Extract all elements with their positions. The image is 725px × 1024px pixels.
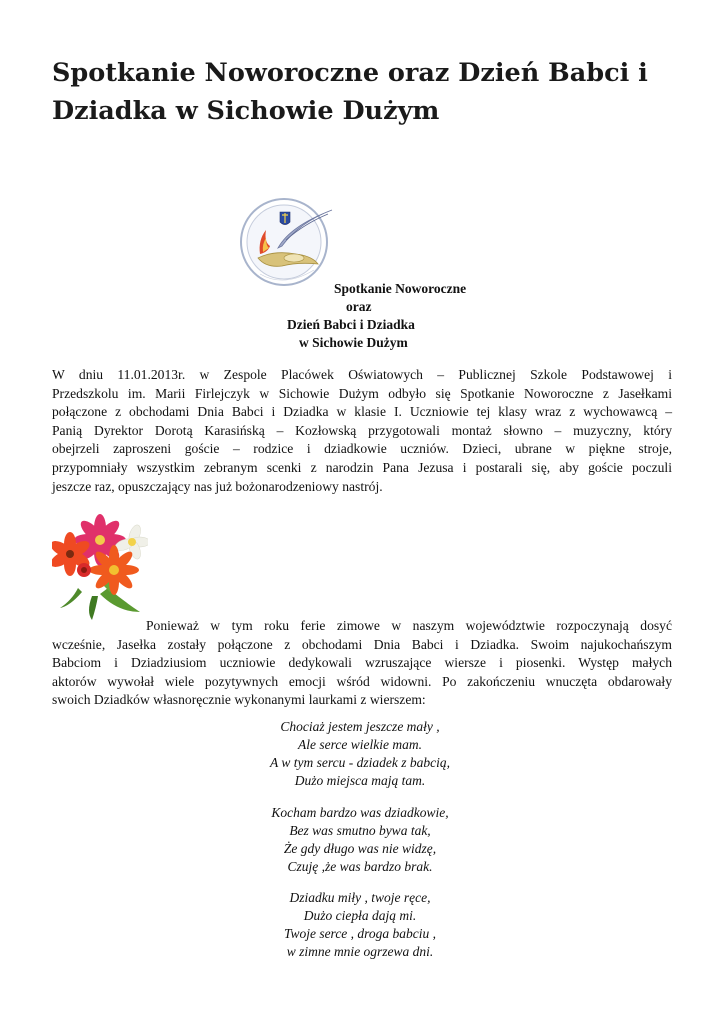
paragraph-line: W dniu 11.01.2013r. w Zespole Placówek Oświatowych – Publicznej Szkole Podstawowej i [52,367,672,382]
subheading-line: Dzień Babci i Dziadka [287,317,415,332]
poem-line: Twoje serce , droga babciu , [283,926,437,941]
poem-line: Dziadku miły , twoje ręce, [289,890,431,905]
paragraph-line: swoich Dziadków własnoręcznie wykonanymi laurkami z wierszem: [52,692,426,708]
paragraph-line: Przedszkolu im. Marii Firlejczyk w Sichowie Dużym odbyło się Spotkanie Noworoczne z Jasełkami [52,385,672,401]
poem-line: w zimne mnie ogrzewa dni. [286,944,434,959]
poem-line: Bez was smutno bywa tak, [289,823,431,838]
subheading-line: Spotkanie Noworoczne [334,281,467,296]
paragraph-line: aktorów wywołał wiele pozytywnych emocji wśród widowni. Po zakończeniu wnuczęta obdarowały [52,673,672,689]
intro-paragraph [52,366,672,496]
poem-line: Że gdy długo was nie widzę, [283,841,437,856]
poem-stanza-1 [200,718,520,790]
flower-bouquet-icon [52,508,148,622]
paragraph-line: połączone z obchodami Dnia Babci i Dziadka w klasie I. Uczniowie tej klasy wraz z wychowawcą – [52,404,672,420]
poem-line: Chociaż jestem jeszcze mały , [280,719,440,734]
paragraph-line: Ponieważ w tym roku ferie zimowe w naszym województwie rozpoczynają dosyć [146,618,672,633]
poem-line: Dużo miejsca mają tam. [294,773,426,788]
paragraph-line: Babciom i Dziadziusiom uczniowie dedykowali wzruszające wiersze i piosenki. Występ małych [52,655,672,671]
poem-line: A w tym sercu - dziadek z babcią, [270,755,450,770]
paragraph-line: jeszcze raz, opuszczający nas już bożonarodzeniowy nastrój. [52,478,383,494]
paragraph-line: wcześnie, Jasełka zostały połączone z obchodami Dnia Babci i Dziadka. Swoim najukochańszym [52,636,672,652]
poem-stanza-3 [200,889,520,961]
paragraph-line: obejrzeli zaproszeni goście – rodzice i dziadkowie uczniów. Dzieci, ubrane w piękne stroje, [52,441,672,457]
poem-stanza-2 [200,804,520,876]
subheading-line: oraz [346,299,372,314]
poem-line: Ale serce wielkie mam. [298,737,422,752]
poem-line: Kocham bardzo was dziadkowie, [271,805,449,820]
poem-line: Dużo ciepła dają mi. [303,908,417,923]
subheading-line: w Sichowie Dużym [299,335,408,350]
paragraph-line: Panią Dyrektor Dorotą Karasińską – Kozłowską przygotowali montaż słowno – muzyczny, który [52,422,672,438]
school-emblem-logo [238,196,338,290]
page-title: Spotkanie Noworoczne oraz Dzień Babci i Dziadka w Sichowie Dużym [52,58,648,126]
poem-line: Czuję ,że was bardzo brak. [287,859,433,874]
paragraph-line: przypomniały wszystkim zebranym scenki z narodzin Pana Jezusa i postarali się, aby goście poczuli [52,459,672,475]
event-paragraph [52,617,672,710]
